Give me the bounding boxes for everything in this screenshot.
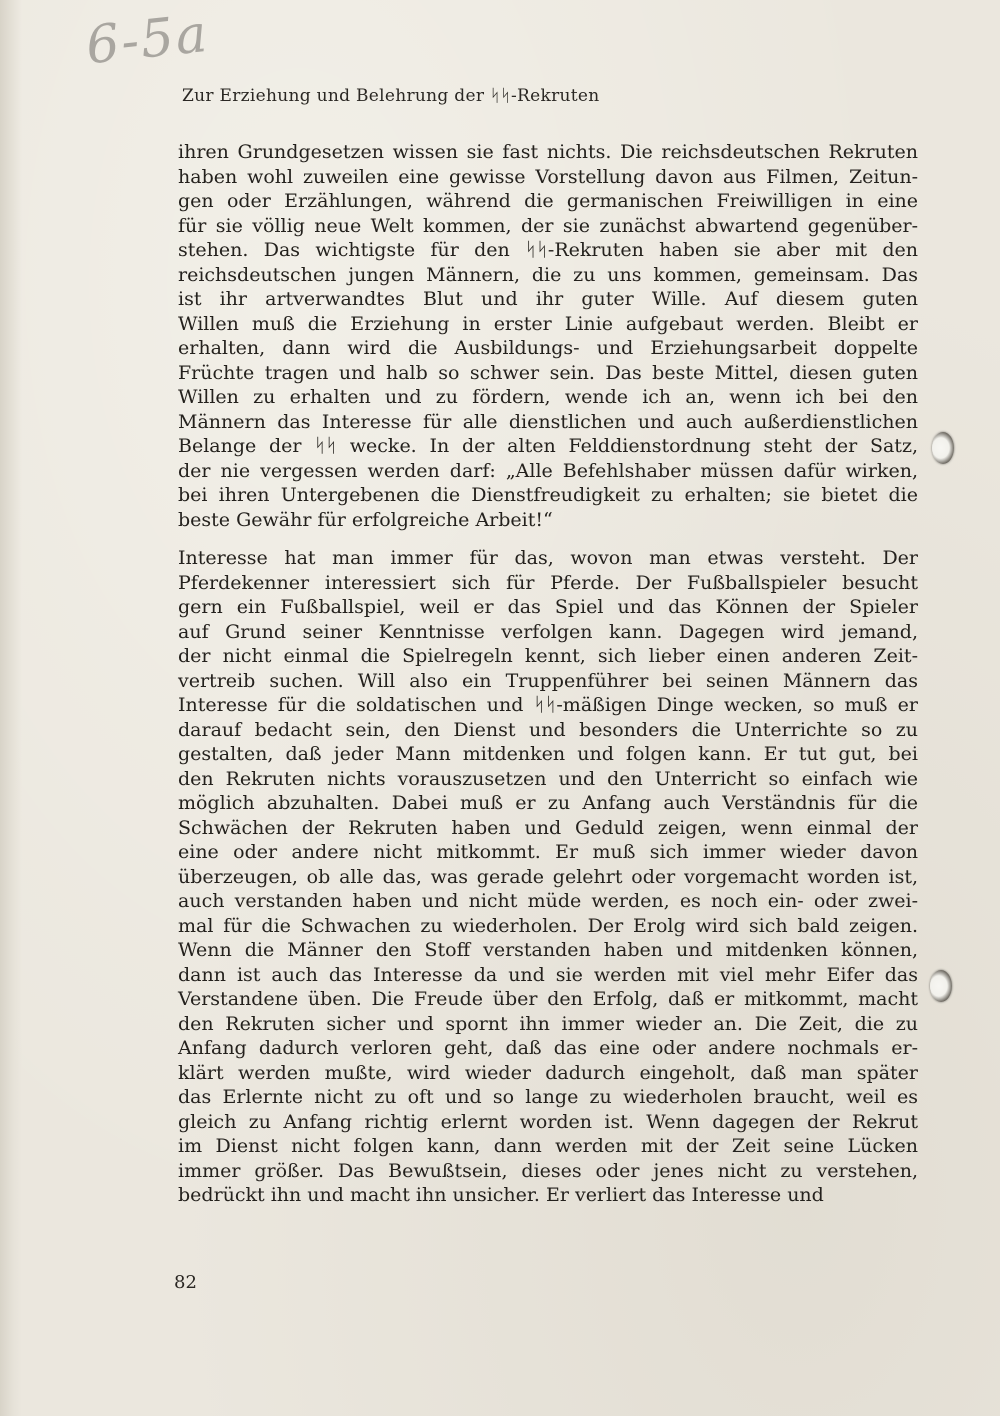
text-line: gestalten, daß jeder Mann mitdenken und folgen kann. Er tut gut, bei <box>178 743 918 765</box>
text-line: Interesse hat man immer für das, wovon man etwas versteht. Der <box>178 547 918 569</box>
paragraph-1 <box>178 140 918 532</box>
punch-hole-top <box>932 432 954 464</box>
text-line: das Erlernte nicht zu oft und so lange zu wiederholen braucht, weil es <box>178 1086 918 1108</box>
text-line: bei ihren Untergebenen die Dienstfreudigkeit zu erhalten; sie bietet die <box>178 484 918 506</box>
text-line: den Rekruten sicher und spornt ihn immer wieder an. Die Zeit, die zu <box>178 1012 918 1035</box>
text-line: Interesse für die soldatischen und ᛋᛋ-mäßigen Dinge wecken, so muß er <box>178 694 918 716</box>
text-line: überzeugen, ob alle das, was gerade gelehrt oder vorgemacht worden ist, <box>178 865 918 888</box>
text-line: reichsdeutschen jungen Männern, die zu uns kommen, gemeinsam. Das <box>178 263 918 286</box>
punch-hole-bottom <box>930 970 952 1002</box>
paragraph-2 <box>178 546 918 1208</box>
text-line: im Dienst nicht folgen kann, dann werden mit der Zeit seine Lücken <box>178 1135 918 1157</box>
running-head: Zur Erziehung und Belehrung der ᛋᛋ-Rekruten <box>182 86 600 106</box>
text-line: Willen muß die Erziehung in erster Linie aufgebaut werden. Bleibt er <box>178 312 918 335</box>
handwritten-annotation: 6-5a <box>83 3 212 77</box>
text-line: beste Gewähr für erfolgreiche Arbeit!“ <box>178 508 553 531</box>
page-number: 82 <box>174 1272 197 1293</box>
text-line: bedrückt ihn und macht ihn unsicher. Er verliert das Interesse und <box>178 1184 824 1206</box>
text-line: mal für die Schwachen zu wiederholen. Der Erolg wird sich bald zeigen. <box>178 914 918 937</box>
text-line: eine oder andere nicht mitkommt. Er muß sich immer wieder davon <box>178 841 918 863</box>
text-line: den Rekruten nichts vorauszusetzen und den Unterricht so einfach wie <box>178 767 918 790</box>
text-line: Pferdekenner interessiert sich für Pferde. Der Fußballspieler besucht <box>178 571 918 594</box>
text-line: Schwächen der Rekruten haben und Geduld zeigen, wenn einmal der <box>178 816 918 839</box>
text-line: Männern das Interesse für alle dienstlichen und auch außerdienstlichen <box>178 410 918 433</box>
text-line: erhalten, dann wird die Ausbildungs- und Erziehungsarbeit doppelte <box>178 337 918 359</box>
text-line: dann ist auch das Interesse da und sie werden mit viel mehr Eifer das <box>178 963 918 986</box>
text-line: immer größer. Das Bewußtsein, dieses oder jenes nicht zu verstehen, <box>178 1159 918 1182</box>
text-line: darauf bedacht sein, den Dienst und besonders die Unterrichte so zu <box>178 718 918 741</box>
text-line: ist ihr artverwandtes Blut und ihr guter Wille. Auf diesem guten <box>178 288 918 310</box>
text-line: möglich abzuhalten. Dabei muß er zu Anfang auch Verständnis für die <box>178 792 918 814</box>
text-line: ihren Grundgesetzen wissen sie fast nichts. Die reichsdeutschen Rekruten <box>178 141 918 163</box>
text-line: Verstandene üben. Die Freude über den Erfolg, daß er mitkommt, macht <box>178 988 918 1010</box>
text-line: Belange der ᛋᛋ wecke. In der alten Felddienstordnung steht der Satz, <box>178 435 918 457</box>
text-line: gen oder Erzählungen, während die germanischen Freiwilligen in eine <box>178 190 918 212</box>
text-line: klärt werden mußte, wird wieder dadurch eingeholt, daß man später <box>178 1061 918 1084</box>
text-line: Wenn die Männer den Stoff verstanden haben und mitdenken können, <box>178 939 918 961</box>
text-line: gern ein Fußballspiel, weil er das Spiel und das Können der Spieler <box>178 596 918 618</box>
text-line: auch verstanden haben und nicht müde werden, es noch ein- oder zwei- <box>178 890 918 912</box>
page-binding-edge <box>0 0 22 1416</box>
text-line: für sie völlig neue Welt kommen, der sie zunächst abwartend gegenüber- <box>178 214 918 237</box>
body-text <box>178 140 918 1208</box>
text-line: haben wohl zuweilen eine gewisse Vorstellung davon aus Filmen, Zeitun- <box>178 165 918 188</box>
text-line: gleich zu Anfang richtig erlernt worden ist. Wenn dagegen der Rekrut <box>178 1110 918 1133</box>
text-line: Früchte tragen und halb so schwer sein. Das beste Mittel, diesen guten <box>178 361 918 384</box>
text-line: vertreib suchen. Will also ein Truppenführer bei seinen Männern das <box>178 669 918 692</box>
text-line: auf Grund seiner Kenntnisse verfolgen kann. Dagegen wird jemand, <box>178 620 918 643</box>
text-line: der nie vergessen werden darf: „Alle Befehlshaber müssen dafür wirken, <box>178 459 918 482</box>
text-line: stehen. Das wichtigste für den ᛋᛋ-Rekruten haben sie aber mit den <box>178 239 918 261</box>
text-line: Anfang dadurch verloren geht, daß das eine oder andere nochmals er- <box>178 1037 918 1059</box>
text-line: der nicht einmal die Spielregeln kennt, sich lieber einen anderen Zeit- <box>178 645 918 667</box>
text-line: Willen zu erhalten und zu fördern, wende ich an, wenn ich bei den <box>178 386 918 408</box>
